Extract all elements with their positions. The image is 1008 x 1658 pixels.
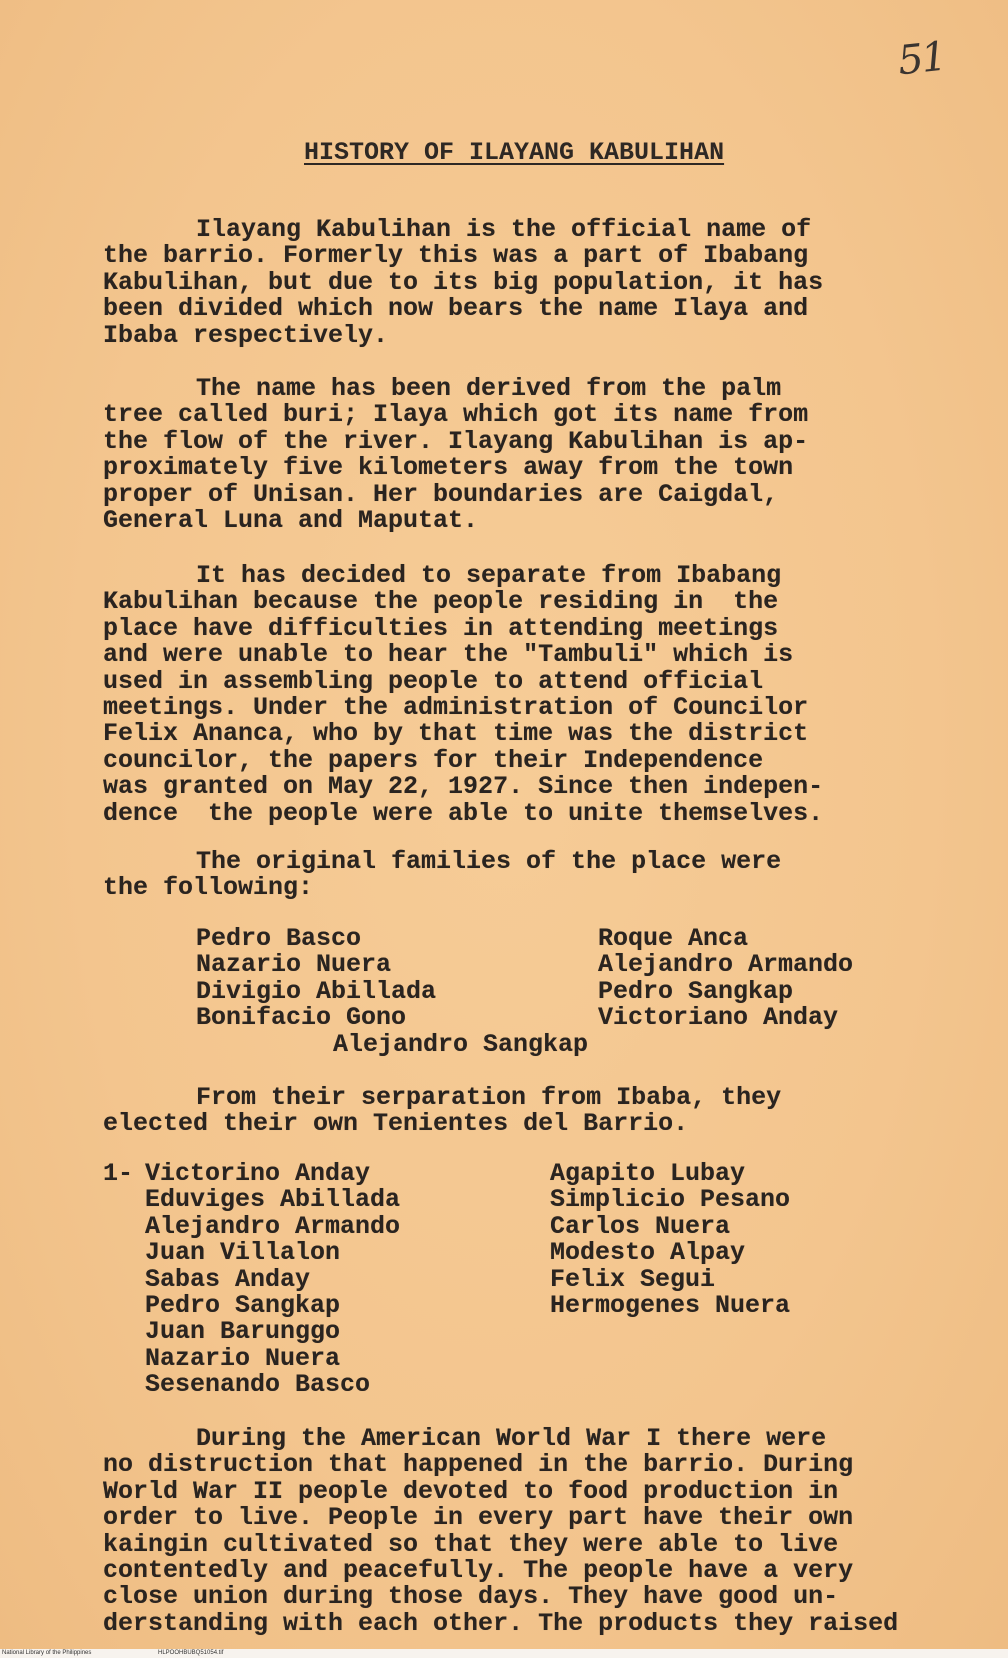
family-name: Pedro Basco [196,924,362,953]
scan-footer [0,1649,1008,1658]
paragraph-official-name: Ilayang Kabulihan is the official name of the barrio. Formerly this was a part of Ibabang Kabulihan, but due to its big population, it has been divided which now bears the name Ilaya and Ibaba respectively. [103,215,824,350]
teniente-name: Juan Villalon [145,1238,341,1268]
page-number: 51 [895,33,948,85]
family-name: Divigio Abillada [196,976,437,1006]
teniente-name: Sabas Anday [145,1264,311,1294]
list-number: 1- [103,1159,134,1188]
teniente-name: Sesenando Basco [145,1370,371,1400]
footer-library: National Library of the Philippines [2,1650,92,1656]
teniente-name: Pedro Sangkap [145,1291,341,1320]
teniente-name: Nazario Nuera [145,1343,341,1373]
teniente-name: Simplicio Pesano [550,1185,791,1215]
paragraph-name-origin: The name has been derived from the palm tree called buri; Ilaya which got its name from the flow of the river. Ilayang Kabulihan is ap- proximately five kilometers away from the town proper of Unisan. Her boundaries are Caigdal, General Luna and Maputat. [103,374,809,536]
family-name: Nazario Nuera [196,950,392,980]
teniente-name: Alejandro Armando [145,1211,401,1241]
family-name: Alejandro Armando [598,950,854,980]
paragraph-world-war: During the American World War I there were no distruction that happened in the barrio. During World War II people devoted to food production in order to live. People in every part have their own kaingin cultivated so that they were able to live contentedly and peacefully. The people have a very close union during those days. They have good un- derstanding with each other. The products they raised [103,1424,899,1638]
family-name: Victoriano Anday [598,1003,839,1033]
family-name: Pedro Sangkap [598,976,794,1006]
teniente-name: Hermogenes Nuera [550,1291,791,1320]
teniente-name: Eduviges Abillada [145,1185,401,1215]
paragraph-original-families-intro: The original families of the place were the following: [103,847,782,903]
footer-filename: HLPOOHBUBQ51054.tif [158,1650,224,1656]
paragraph-tenientes-intro: From their serparation from Ibaba, they elected their own Tenientes del Barrio. [103,1083,782,1139]
family-name: Roque Anca [598,924,749,953]
teniente-name: Modesto Alpay [550,1238,746,1268]
teniente-name: Agapito Lubay [550,1159,746,1188]
family-name: Bonifacio Gono [196,1003,407,1033]
teniente-name: Felix Segui [550,1264,716,1294]
teniente-name: Carlos Nuera [550,1211,731,1241]
teniente-name: Victorino Anday [145,1159,371,1188]
paragraph-separation: It has decided to separate from Ibabang Kabulihan because the people residing in the place have difficulties in attending meetings and were unable to hear the "Tambuli" which is used in assembling people to attend official meetings. Under the administration of Councilor Felix Ananca, who by that time was the district councilor, the papers for their Independence was granted on May 22, 1927. Since then indepen- dence the people were able to unite themselves. [103,561,824,828]
document-title: HISTORY OF ILAYANG KABULIHAN [304,138,725,167]
teniente-name: Juan Barunggo [145,1317,341,1347]
family-name: Alejandro Sangkap [333,1029,589,1059]
